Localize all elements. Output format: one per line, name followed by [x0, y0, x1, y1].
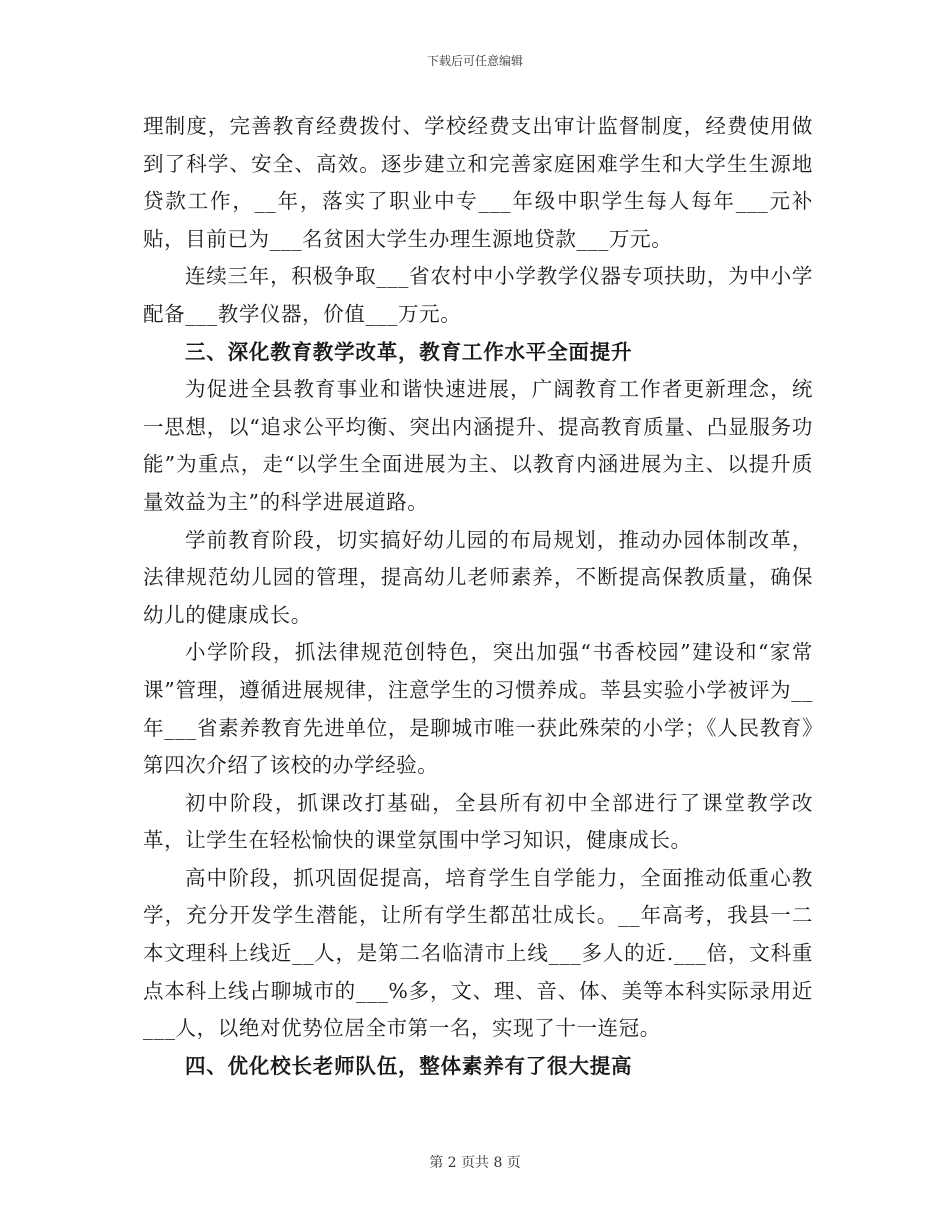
page-footer: 第 2 页共 8 页 — [429, 1155, 521, 1171]
document-body — [143, 108, 813, 1085]
page-header: 下载后可任意编辑 — [426, 54, 523, 68]
paragraph-preschool: 学前教育阶段，切实搞好幼儿园的布局规划，推动办园体制改革，法律规范幼儿园的管理，提高幼儿老师素养，不断提高保教质量，确保幼儿的健康成长。 — [143, 527, 813, 627]
paragraph-high-school: 高中阶段，抓巩固促提高，培育学生自学能力，全面推动低重心教学，充分开发学生潜能，让所有学生都茁壮成长。__年高考，我县一二本文理科上线近__人，是第二名临清市上线___多人的近.___倍，文科重点本科上线占聊城市的___%多，文、理、音、体、美等本科实际录用近___人，以绝对优势位居全市第一名，实现了十一连冠。 — [143, 865, 813, 1041]
section-heading-4: 四、优化校长老师队伍，整体素养有了很大提高 — [185, 1053, 633, 1078]
paragraph-primary-school: 小学阶段，抓法律规范创特色，突出加强“书香校园”建设和“家常课”管理，遵循进展规律，注意学生的习惯养成。莘县实验小学被评为__年___省素养教育先进单位，是聊城市唯一获此殊荣的小学；《人民教育》第四次介绍了该校的办学经验。 — [143, 640, 813, 778]
section-heading-3: 三、深化教育教学改革，教育工作水平全面提升 — [185, 339, 633, 364]
paragraph-education-development: 为促进全县教育事业和谐快速进展，广阔教育工作者更新理念，统一思想，以“追求公平均衡、突出内涵提升、提高教育质量、凸显服务功能”为重点，走“以学生全面进展为主、以教育内涵进展为主、以提升质量效益为主”的科学进展道路。 — [143, 377, 813, 514]
paragraph-instrument-support: 连续三年，积极争取___省农村中小学教学仪器专项扶助，为中小学配备___教学仪器，价值___万元。 — [143, 264, 813, 326]
paragraph-middle-school: 初中阶段，抓课改打基础，全县所有初中全部进行了课堂教学改革，让学生在轻松愉快的课堂氛围中学习知识，健康成长。 — [143, 790, 813, 853]
paragraph-continuation: 理制度，完善教育经费拨付、学校经费支出审计监督制度，经费使用做到了科学、安全、高效。逐步建立和完善家庭困难学生和大学生生源地贷款工作，__年，落实了职业中专___年级中职学生每人每年___元补贴，目前已为___名贫困大学生办理生源地贷款___万元。 — [143, 114, 813, 251]
